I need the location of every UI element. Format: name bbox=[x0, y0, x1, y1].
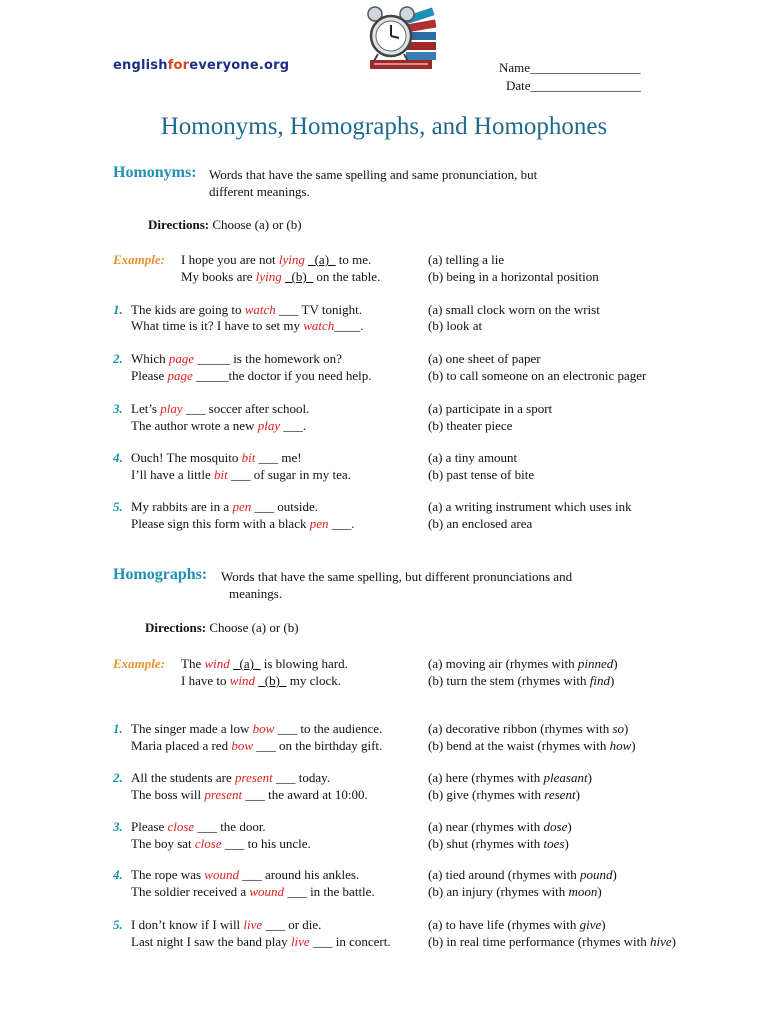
homonyms-definition: Words that have the same spelling and same pronunciation, but different meanings. bbox=[209, 167, 538, 199]
option-a: (a) to have life (rhymes with give) bbox=[428, 917, 606, 932]
item-sentence-2: Maria placed a red bow ___ on the birthday gift. bbox=[131, 738, 383, 753]
logo-clock-books-icon bbox=[362, 4, 442, 74]
option-a: (a) tied around (rhymes with pound) bbox=[428, 867, 617, 882]
option-a: (a) decorative ribbon (rhymes with so) bbox=[428, 721, 629, 736]
item-number: 2. bbox=[113, 770, 123, 785]
item-sentence-1: Ouch! The mosquito bit ___ me! bbox=[131, 450, 302, 465]
option-b: (b) look at bbox=[428, 318, 483, 333]
homographs-example-label: Example: bbox=[113, 656, 165, 671]
option-b: (b) past tense of bite bbox=[428, 467, 535, 482]
item-number: 5. bbox=[113, 917, 123, 932]
item-sentence-1: The singer made a low bow ___ to the audience. bbox=[131, 721, 383, 736]
item-sentence-1: The kids are going to watch ___ TV tonight. bbox=[131, 302, 362, 317]
option-b: (b) an enclosed area bbox=[428, 516, 533, 531]
homographs-heading: Homographs: bbox=[113, 566, 208, 583]
item-sentence-1: Let’s play ___ soccer after school. bbox=[131, 401, 310, 416]
item-number: 1. bbox=[113, 302, 123, 317]
item-sentence-2: Please sign this form with a black pen ___. bbox=[131, 516, 355, 531]
option-b: (b) give (rhymes with resent) bbox=[428, 787, 580, 802]
item-number: 1. bbox=[113, 721, 123, 736]
item-sentence-1: My rabbits are in a pen ___ outside. bbox=[131, 499, 319, 514]
option-a: (a) small clock worn on the wrist bbox=[428, 302, 600, 317]
homographs-example-option-b: (b) turn the stem (rhymes with find) bbox=[428, 673, 615, 688]
site-name[interactable]: englishforeveryone.org bbox=[113, 58, 290, 73]
homonyms-directions: Directions: Choose (a) or (b) bbox=[148, 217, 302, 232]
item-sentence-1: I don’t know if I will live ___ or die. bbox=[131, 917, 322, 932]
item-sentence-2: The boy sat close ___ to his uncle. bbox=[131, 836, 311, 851]
item-number: 5. bbox=[113, 499, 123, 514]
homographs-example-sentence-1: The wind _(a)_ is blowing hard. bbox=[181, 656, 348, 671]
item-sentence-2: Last night I saw the band play live ___ in concert. bbox=[131, 934, 391, 949]
homographs-example-option-a: (a) moving air (rhymes with pinned) bbox=[428, 656, 618, 671]
item-number: 4. bbox=[113, 867, 123, 882]
option-a: (a) here (rhymes with pleasant) bbox=[428, 770, 592, 785]
option-a: (a) participate in a sport bbox=[428, 401, 553, 416]
name-field: Name_________________ bbox=[499, 60, 641, 75]
option-a: (a) near (rhymes with dose) bbox=[428, 819, 572, 834]
option-a: (a) a writing instrument which uses ink bbox=[428, 499, 632, 514]
item-sentence-2: The soldier received a wound ___ in the battle. bbox=[131, 884, 375, 899]
option-b: (b) an injury (rhymes with moon) bbox=[428, 884, 602, 899]
homonyms-heading: Homonyms: bbox=[113, 164, 197, 181]
example-label: Example: bbox=[113, 252, 165, 267]
option-b: (b) in real time performance (rhymes with hive) bbox=[428, 934, 676, 949]
date-field: Date_________________ bbox=[506, 78, 642, 93]
page-title: Homonyms, Homographs, and Homophones bbox=[160, 113, 608, 140]
item-sentence-2: Please page _____the doctor if you need help. bbox=[131, 368, 372, 383]
item-sentence-2: I’ll have a little bit ___ of sugar in my tea. bbox=[131, 467, 351, 482]
homographs-definition: Words that have the same spelling, but different pronunciations and meanings. bbox=[221, 569, 573, 601]
option-a: (a) one sheet of paper bbox=[428, 351, 541, 366]
item-number: 3. bbox=[113, 819, 123, 834]
item-sentence-1: Please close ___ the door. bbox=[131, 819, 266, 834]
example-option-b: (b) being in a horizontal position bbox=[428, 269, 599, 284]
example-sentence-1: I hope you are not lying _(a)_ to me. bbox=[181, 252, 372, 267]
option-b: (b) theater piece bbox=[428, 418, 513, 433]
item-sentence-1: The rope was wound ___ around his ankles. bbox=[131, 867, 360, 882]
example-option-a: (a) telling a lie bbox=[428, 252, 505, 267]
homographs-directions: Directions: Choose (a) or (b) bbox=[145, 620, 299, 635]
item-sentence-2: The boss will present ___ the award at 10:00. bbox=[131, 787, 368, 802]
item-sentence-2: The author wrote a new play ___. bbox=[131, 418, 307, 433]
item-number: 2. bbox=[113, 351, 123, 366]
example-sentence-2: My books are lying _(b)_ on the table. bbox=[181, 269, 381, 284]
item-sentence-1: Which page _____ is the homework on? bbox=[131, 351, 342, 366]
item-sentence-1: All the students are present ___ today. bbox=[131, 770, 331, 785]
item-number: 4. bbox=[113, 450, 123, 465]
option-b: (b) shut (rhymes with toes) bbox=[428, 836, 569, 851]
homographs-example-sentence-2: I have to wind _(b)_ my clock. bbox=[181, 673, 341, 688]
option-b: (b) to call someone on an electronic pager bbox=[428, 368, 647, 383]
item-sentence-2: What time is it? I have to set my watch____. bbox=[131, 318, 364, 333]
item-number: 3. bbox=[113, 401, 123, 416]
option-a: (a) a tiny amount bbox=[428, 450, 518, 465]
option-b: (b) bend at the waist (rhymes with how) bbox=[428, 738, 636, 753]
